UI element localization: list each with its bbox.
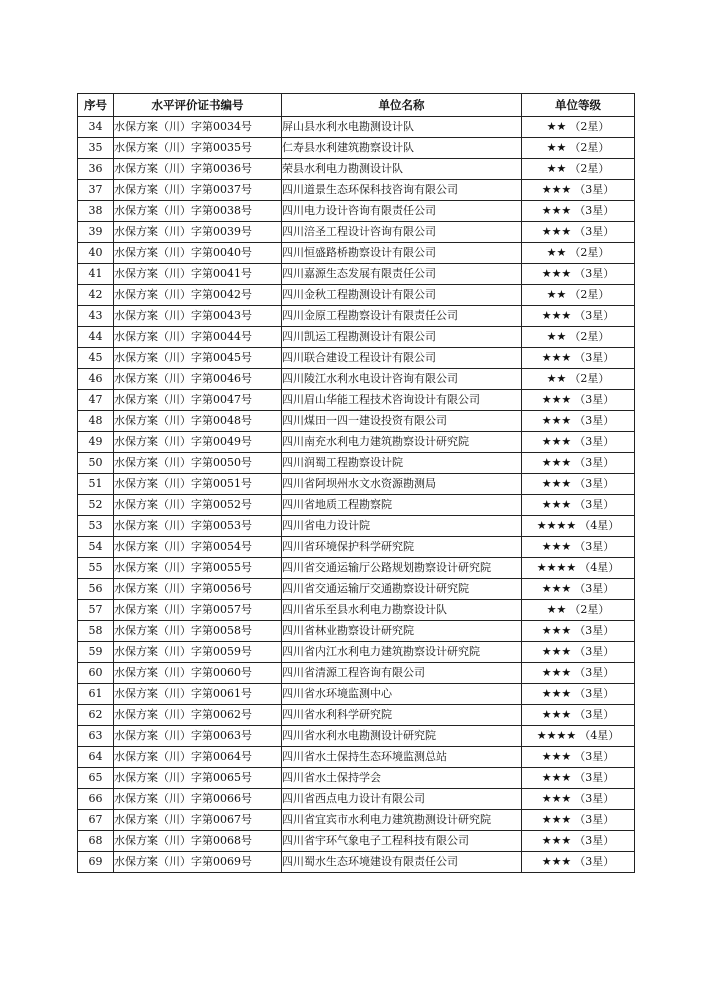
unit-grade-cell xyxy=(522,243,635,264)
star-rating-icon: ★★★ xyxy=(541,750,572,763)
certificate-number-cell: 水保方案（川）字第0063号 xyxy=(114,726,282,747)
serial-number-cell: 57 xyxy=(78,600,114,621)
unit-name-cell: 四川省阿坝州水文水资源勘测局 xyxy=(282,474,522,495)
star-rating-icon: ★★★ xyxy=(541,582,572,595)
unit-name-cell: 四川省水环境监测中心 xyxy=(282,684,522,705)
star-rating-icon: ★★★ xyxy=(541,813,572,826)
unit-grade-cell xyxy=(522,201,635,222)
certificate-number-cell: 水保方案（川）字第0058号 xyxy=(114,621,282,642)
star-rating-icon: ★★★ xyxy=(541,540,572,553)
unit-name-cell: 四川道景生态环保科技咨询有限公司 xyxy=(282,180,522,201)
unit-name-cell: 四川南充水利电力建筑勘察设计研究院 xyxy=(282,432,522,453)
table-row xyxy=(78,306,635,327)
star-rating-icon: ★★★ xyxy=(541,624,572,637)
table-row xyxy=(78,474,635,495)
unit-grade-cell xyxy=(522,432,635,453)
star-rating-icon: ★★ xyxy=(546,120,567,133)
serial-number-cell: 64 xyxy=(78,747,114,768)
header-unit-grade: 单位等级 xyxy=(522,94,635,117)
star-rating-icon: ★★★ xyxy=(541,666,572,679)
table-row xyxy=(78,453,635,474)
serial-number-cell: 65 xyxy=(78,768,114,789)
certificate-number-cell: 水保方案（川）字第0052号 xyxy=(114,495,282,516)
unit-name-cell: 四川省宜宾市水利电力建筑勘测设计研究院 xyxy=(282,810,522,831)
serial-number-cell: 68 xyxy=(78,831,114,852)
unit-name-cell: 荣县水利电力勘测设计队 xyxy=(282,159,522,180)
serial-number-cell: 47 xyxy=(78,390,114,411)
certificate-number-cell: 水保方案（川）字第0068号 xyxy=(114,831,282,852)
serial-number-cell: 59 xyxy=(78,642,114,663)
grade-level-text: （3星） xyxy=(574,540,615,553)
star-rating-icon: ★★★ xyxy=(541,456,572,469)
serial-number-cell: 40 xyxy=(78,243,114,264)
grade-level-text: （3星） xyxy=(574,687,615,700)
table-row xyxy=(78,180,635,201)
unit-name-cell: 四川省宇环气象电子工程科技有限公司 xyxy=(282,831,522,852)
table-row xyxy=(78,348,635,369)
star-rating-icon: ★★★ xyxy=(541,204,572,217)
unit-grade-cell xyxy=(522,600,635,621)
unit-grade-cell xyxy=(522,222,635,243)
certificate-number-cell: 水保方案（川）字第0060号 xyxy=(114,663,282,684)
serial-number-cell: 42 xyxy=(78,285,114,306)
serial-number-cell: 37 xyxy=(78,180,114,201)
serial-number-cell: 53 xyxy=(78,516,114,537)
unit-name-cell: 四川涪圣工程设计咨询有限公司 xyxy=(282,222,522,243)
grade-level-text: （3星） xyxy=(574,351,615,364)
unit-name-cell: 四川蜀水生态环境建设有限责任公司 xyxy=(282,852,522,873)
unit-name-cell: 四川金秋工程勘测设计有限公司 xyxy=(282,285,522,306)
unit-name-cell: 四川煤田一四一建设投资有限公司 xyxy=(282,411,522,432)
serial-number-cell: 60 xyxy=(78,663,114,684)
unit-name-cell: 四川省西点电力设计有限公司 xyxy=(282,789,522,810)
star-rating-icon: ★★★ xyxy=(541,708,572,721)
unit-grade-cell xyxy=(522,747,635,768)
unit-name-cell: 屏山县水利水电勘测设计队 xyxy=(282,117,522,138)
unit-grade-cell xyxy=(522,642,635,663)
star-rating-icon: ★★★★ xyxy=(536,729,577,742)
star-rating-icon: ★★★ xyxy=(541,645,572,658)
star-rating-icon: ★★★ xyxy=(541,225,572,238)
table-row xyxy=(78,663,635,684)
grade-level-text: （3星） xyxy=(574,708,615,721)
unit-name-cell: 四川省乐至县水利电力勘察设计队 xyxy=(282,600,522,621)
unit-grade-cell xyxy=(522,558,635,579)
table-row xyxy=(78,327,635,348)
table-row xyxy=(78,726,635,747)
certificate-number-cell: 水保方案（川）字第0067号 xyxy=(114,810,282,831)
serial-number-cell: 67 xyxy=(78,810,114,831)
certificate-table xyxy=(77,93,635,873)
star-rating-icon: ★★★ xyxy=(541,855,572,868)
unit-grade-cell xyxy=(522,285,635,306)
unit-name-cell: 四川陵江水利水电设计咨询有限公司 xyxy=(282,369,522,390)
star-rating-icon: ★★ xyxy=(546,288,567,301)
serial-number-cell: 44 xyxy=(78,327,114,348)
unit-grade-cell xyxy=(522,180,635,201)
serial-number-cell: 69 xyxy=(78,852,114,873)
certificate-number-cell: 水保方案（川）字第0035号 xyxy=(114,138,282,159)
table-row xyxy=(78,201,635,222)
unit-grade-cell xyxy=(522,306,635,327)
table-row xyxy=(78,138,635,159)
serial-number-cell: 49 xyxy=(78,432,114,453)
unit-grade-cell xyxy=(522,852,635,873)
certificate-number-cell: 水保方案（川）字第0049号 xyxy=(114,432,282,453)
star-rating-icon: ★★★ xyxy=(541,183,572,196)
grade-level-text: （3星） xyxy=(574,624,615,637)
star-rating-icon: ★★★ xyxy=(541,477,572,490)
table-row xyxy=(78,768,635,789)
serial-number-cell: 52 xyxy=(78,495,114,516)
certificate-number-cell: 水保方案（川）字第0061号 xyxy=(114,684,282,705)
certificate-number-cell: 水保方案（川）字第0064号 xyxy=(114,747,282,768)
grade-level-text: （3星） xyxy=(574,414,615,427)
grade-level-text: （3星） xyxy=(574,582,615,595)
star-rating-icon: ★★★ xyxy=(541,498,572,511)
unit-grade-cell xyxy=(522,705,635,726)
grade-level-text: （3星） xyxy=(574,204,615,217)
unit-name-cell: 四川凯运工程勘测设计有限公司 xyxy=(282,327,522,348)
star-rating-icon: ★★ xyxy=(546,330,567,343)
table-row xyxy=(78,117,635,138)
table-row xyxy=(78,831,635,852)
certificate-number-cell: 水保方案（川）字第0066号 xyxy=(114,789,282,810)
certificate-number-cell: 水保方案（川）字第0055号 xyxy=(114,558,282,579)
header-unit-name: 单位名称 xyxy=(282,94,522,117)
serial-number-cell: 38 xyxy=(78,201,114,222)
certificate-number-cell: 水保方案（川）字第0051号 xyxy=(114,474,282,495)
table-row xyxy=(78,705,635,726)
certificate-number-cell: 水保方案（川）字第0050号 xyxy=(114,453,282,474)
grade-level-text: （2星） xyxy=(569,288,610,301)
unit-name-cell: 仁寿县水利建筑勘察设计队 xyxy=(282,138,522,159)
serial-number-cell: 62 xyxy=(78,705,114,726)
certificate-number-cell: 水保方案（川）字第0041号 xyxy=(114,264,282,285)
certificate-number-cell: 水保方案（川）字第0038号 xyxy=(114,201,282,222)
table-row xyxy=(78,621,635,642)
grade-level-text: （3星） xyxy=(574,183,615,196)
star-rating-icon: ★★★★ xyxy=(536,561,577,574)
table-row xyxy=(78,579,635,600)
certificate-number-cell: 水保方案（川）字第0069号 xyxy=(114,852,282,873)
table-body xyxy=(78,117,635,873)
header-serial-number: 序号 xyxy=(78,94,114,117)
table-row xyxy=(78,390,635,411)
unit-grade-cell xyxy=(522,684,635,705)
grade-level-text: （2星） xyxy=(569,330,610,343)
certificate-number-cell: 水保方案（川）字第0043号 xyxy=(114,306,282,327)
table-header xyxy=(78,94,635,117)
serial-number-cell: 35 xyxy=(78,138,114,159)
unit-grade-cell xyxy=(522,789,635,810)
certificate-number-cell: 水保方案（川）字第0056号 xyxy=(114,579,282,600)
star-rating-icon: ★★★ xyxy=(541,309,572,322)
unit-name-cell: 四川省水土保持学会 xyxy=(282,768,522,789)
star-rating-icon: ★★ xyxy=(546,246,567,259)
unit-grade-cell xyxy=(522,474,635,495)
unit-name-cell: 四川省水利水电勘测设计研究院 xyxy=(282,726,522,747)
grade-level-text: （4星） xyxy=(579,729,620,742)
grade-level-text: （3星） xyxy=(574,813,615,826)
unit-name-cell: 四川恒盛路桥勘察设计有限公司 xyxy=(282,243,522,264)
table-row xyxy=(78,684,635,705)
certificate-number-cell: 水保方案（川）字第0039号 xyxy=(114,222,282,243)
header-certificate-number: 水平评价证书编号 xyxy=(114,94,282,117)
unit-name-cell: 四川电力设计咨询有限责任公司 xyxy=(282,201,522,222)
unit-grade-cell xyxy=(522,768,635,789)
table-row xyxy=(78,516,635,537)
table-row xyxy=(78,810,635,831)
table-row xyxy=(78,852,635,873)
table-row xyxy=(78,789,635,810)
grade-level-text: （2星） xyxy=(569,120,610,133)
grade-level-text: （3星） xyxy=(574,750,615,763)
unit-grade-cell xyxy=(522,159,635,180)
unit-grade-cell xyxy=(522,495,635,516)
certificate-number-cell: 水保方案（川）字第0062号 xyxy=(114,705,282,726)
certificate-number-cell: 水保方案（川）字第0054号 xyxy=(114,537,282,558)
star-rating-icon: ★★★★ xyxy=(536,519,577,532)
grade-level-text: （3星） xyxy=(574,645,615,658)
table-row xyxy=(78,558,635,579)
certificate-number-cell: 水保方案（川）字第0034号 xyxy=(114,117,282,138)
certificate-number-cell: 水保方案（川）字第0048号 xyxy=(114,411,282,432)
unit-name-cell: 四川省交通运输厅交通勘察设计研究院 xyxy=(282,579,522,600)
certificate-number-cell: 水保方案（川）字第0036号 xyxy=(114,159,282,180)
grade-level-text: （2星） xyxy=(569,246,610,259)
unit-name-cell: 四川润蜀工程勘察设计院 xyxy=(282,453,522,474)
unit-grade-cell xyxy=(522,516,635,537)
star-rating-icon: ★★★ xyxy=(541,267,572,280)
serial-number-cell: 51 xyxy=(78,474,114,495)
star-rating-icon: ★★★ xyxy=(541,687,572,700)
grade-level-text: （3星） xyxy=(574,435,615,448)
serial-number-cell: 34 xyxy=(78,117,114,138)
grade-level-text: （3星） xyxy=(574,666,615,679)
unit-grade-cell xyxy=(522,810,635,831)
unit-name-cell: 四川省清源工程咨询有限公司 xyxy=(282,663,522,684)
unit-grade-cell xyxy=(522,117,635,138)
unit-grade-cell xyxy=(522,411,635,432)
grade-level-text: （3星） xyxy=(574,309,615,322)
star-rating-icon: ★★ xyxy=(546,162,567,175)
certificate-number-cell: 水保方案（川）字第0042号 xyxy=(114,285,282,306)
unit-name-cell: 四川省环境保护科学研究院 xyxy=(282,537,522,558)
serial-number-cell: 43 xyxy=(78,306,114,327)
unit-grade-cell xyxy=(522,390,635,411)
unit-grade-cell xyxy=(522,579,635,600)
table-row xyxy=(78,285,635,306)
table-row xyxy=(78,600,635,621)
unit-grade-cell xyxy=(522,264,635,285)
star-rating-icon: ★★★ xyxy=(541,792,572,805)
star-rating-icon: ★★★ xyxy=(541,771,572,784)
header-row xyxy=(78,94,635,117)
table-row xyxy=(78,411,635,432)
unit-grade-cell xyxy=(522,369,635,390)
table-row xyxy=(78,642,635,663)
unit-grade-cell xyxy=(522,348,635,369)
star-rating-icon: ★★★ xyxy=(541,834,572,847)
certificate-number-cell: 水保方案（川）字第0046号 xyxy=(114,369,282,390)
unit-name-cell: 四川省林业勘察设计研究院 xyxy=(282,621,522,642)
table-row xyxy=(78,495,635,516)
certificate-number-cell: 水保方案（川）字第0053号 xyxy=(114,516,282,537)
serial-number-cell: 46 xyxy=(78,369,114,390)
star-rating-icon: ★★★ xyxy=(541,393,572,406)
unit-name-cell: 四川眉山华能工程技术咨询设计有限公司 xyxy=(282,390,522,411)
grade-level-text: （4星） xyxy=(579,519,620,532)
unit-grade-cell xyxy=(522,138,635,159)
table-row xyxy=(78,243,635,264)
grade-level-text: （3星） xyxy=(574,456,615,469)
unit-name-cell: 四川嘉源生态发展有限责任公司 xyxy=(282,264,522,285)
serial-number-cell: 48 xyxy=(78,411,114,432)
serial-number-cell: 56 xyxy=(78,579,114,600)
certificate-number-cell: 水保方案（川）字第0057号 xyxy=(114,600,282,621)
grade-level-text: （3星） xyxy=(574,855,615,868)
unit-grade-cell xyxy=(522,726,635,747)
serial-number-cell: 36 xyxy=(78,159,114,180)
serial-number-cell: 50 xyxy=(78,453,114,474)
star-rating-icon: ★★ xyxy=(546,372,567,385)
unit-grade-cell xyxy=(522,663,635,684)
serial-number-cell: 55 xyxy=(78,558,114,579)
unit-name-cell: 四川省地质工程勘察院 xyxy=(282,495,522,516)
table-row xyxy=(78,747,635,768)
star-rating-icon: ★★★ xyxy=(541,414,572,427)
table-row xyxy=(78,159,635,180)
unit-name-cell: 四川省内江水利电力建筑勘察设计研究院 xyxy=(282,642,522,663)
serial-number-cell: 45 xyxy=(78,348,114,369)
serial-number-cell: 61 xyxy=(78,684,114,705)
certificate-number-cell: 水保方案（川）字第0037号 xyxy=(114,180,282,201)
unit-grade-cell xyxy=(522,621,635,642)
star-rating-icon: ★★ xyxy=(546,603,567,616)
serial-number-cell: 58 xyxy=(78,621,114,642)
grade-level-text: （2星） xyxy=(569,162,610,175)
unit-grade-cell xyxy=(522,537,635,558)
unit-name-cell: 四川省水利科学研究院 xyxy=(282,705,522,726)
grade-level-text: （4星） xyxy=(579,561,620,574)
serial-number-cell: 63 xyxy=(78,726,114,747)
grade-level-text: （3星） xyxy=(574,498,615,511)
grade-level-text: （2星） xyxy=(569,372,610,385)
certificate-number-cell: 水保方案（川）字第0059号 xyxy=(114,642,282,663)
unit-name-cell: 四川省水土保持生态环境监测总站 xyxy=(282,747,522,768)
serial-number-cell: 54 xyxy=(78,537,114,558)
unit-grade-cell xyxy=(522,831,635,852)
star-rating-icon: ★★★ xyxy=(541,435,572,448)
grade-level-text: （3星） xyxy=(574,225,615,238)
star-rating-icon: ★★ xyxy=(546,141,567,154)
serial-number-cell: 66 xyxy=(78,789,114,810)
certificate-number-cell: 水保方案（川）字第0040号 xyxy=(114,243,282,264)
unit-grade-cell xyxy=(522,453,635,474)
serial-number-cell: 39 xyxy=(78,222,114,243)
unit-name-cell: 四川联合建设工程设计有限公司 xyxy=(282,348,522,369)
table-row xyxy=(78,369,635,390)
grade-level-text: （3星） xyxy=(574,771,615,784)
certificate-number-cell: 水保方案（川）字第0065号 xyxy=(114,768,282,789)
unit-grade-cell xyxy=(522,327,635,348)
grade-level-text: （2星） xyxy=(569,141,610,154)
grade-level-text: （3星） xyxy=(574,834,615,847)
grade-level-text: （3星） xyxy=(574,792,615,805)
unit-name-cell: 四川省电力设计院 xyxy=(282,516,522,537)
grade-level-text: （3星） xyxy=(574,477,615,490)
serial-number-cell: 41 xyxy=(78,264,114,285)
star-rating-icon: ★★★ xyxy=(541,351,572,364)
table-row xyxy=(78,222,635,243)
table-row xyxy=(78,264,635,285)
grade-level-text: （3星） xyxy=(574,267,615,280)
certificate-number-cell: 水保方案（川）字第0044号 xyxy=(114,327,282,348)
unit-name-cell: 四川金原工程勘察设计有限责任公司 xyxy=(282,306,522,327)
grade-level-text: （3星） xyxy=(574,393,615,406)
certificate-number-cell: 水保方案（川）字第0047号 xyxy=(114,390,282,411)
grade-level-text: （2星） xyxy=(569,603,610,616)
table-row xyxy=(78,432,635,453)
certificate-number-cell: 水保方案（川）字第0045号 xyxy=(114,348,282,369)
unit-name-cell: 四川省交通运输厅公路规划勘察设计研究院 xyxy=(282,558,522,579)
table-row xyxy=(78,537,635,558)
